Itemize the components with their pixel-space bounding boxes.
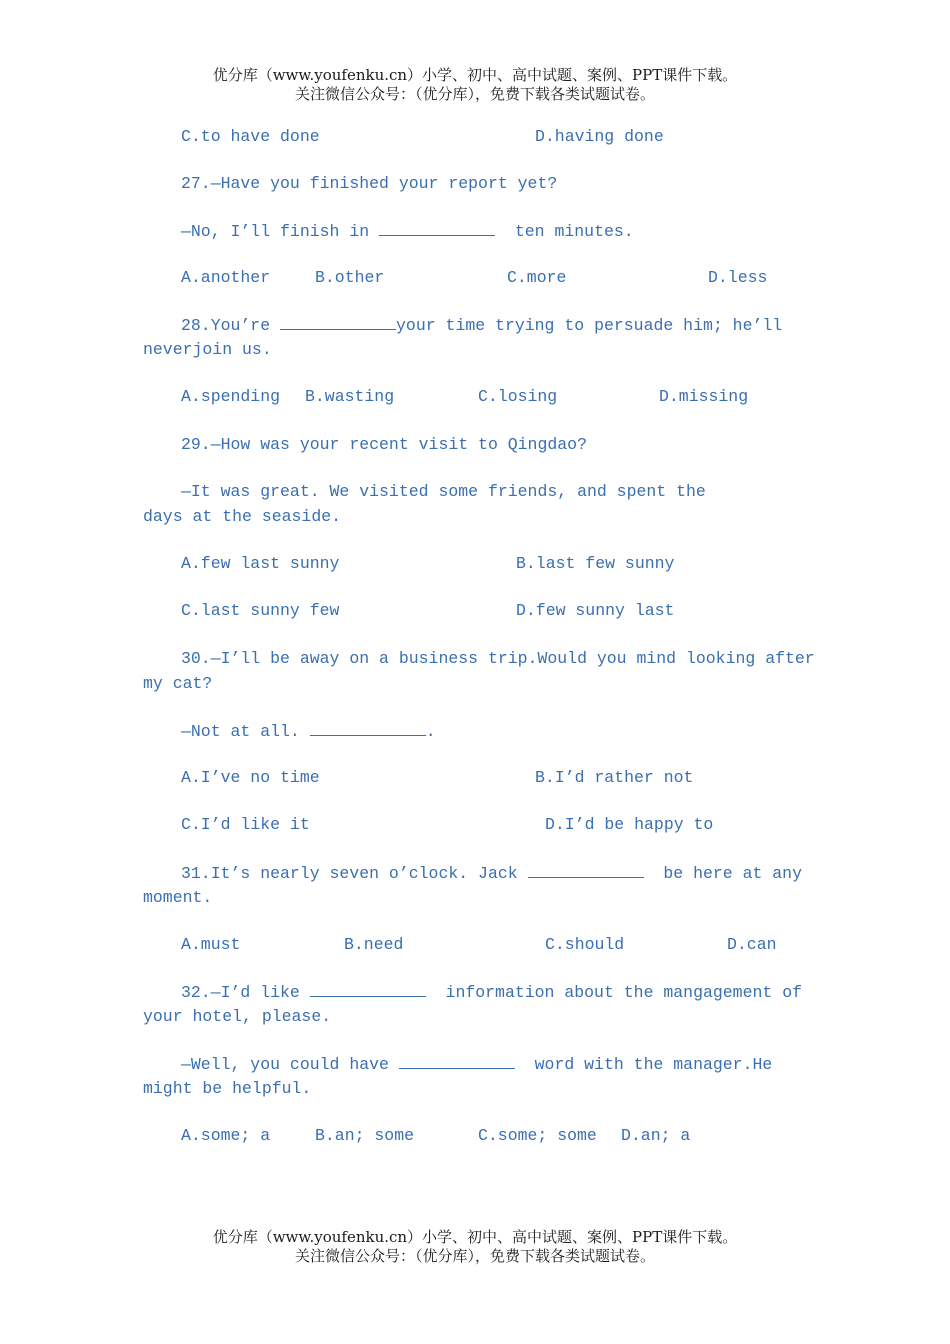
- answer-blank: [310, 981, 426, 997]
- q29-option-d: D.few sunny last: [516, 601, 675, 620]
- q26-option-d: D.having done: [535, 127, 664, 146]
- q29-stem: 29.—How was your recent visit to Qingdao?: [181, 435, 587, 454]
- q27-reply-before: —No, I’ll finish in: [181, 222, 380, 241]
- header-line-1: 优分库（www.youfenku.cn）小学、初中、高中试题、案例、PPT课件下载。: [212, 66, 738, 84]
- q28-stem: [181, 314, 782, 337]
- q31-option-a: A.must: [181, 935, 241, 954]
- page-header: [0, 66, 950, 104]
- q28-option-c: C.losing: [478, 387, 558, 406]
- q29-option-c: C.last sunny few: [181, 601, 340, 620]
- q28-stem-after: your time trying to persuade him; he’ll: [396, 316, 783, 335]
- q32-option-b: B.an; some: [315, 1126, 415, 1145]
- q30-reply: [181, 720, 436, 743]
- q27-option-a: A.another: [181, 268, 271, 287]
- q30-reply-before: —Not at all.: [181, 722, 310, 741]
- answer-blank: [399, 1053, 515, 1069]
- answer-blank: [280, 314, 396, 330]
- q28-option-b: B.wasting: [305, 387, 395, 406]
- q27-reply-after: ten minutes.: [495, 222, 634, 241]
- q27-stem: 27.—Have you finished your report yet?: [181, 174, 558, 193]
- q27-option-b: B.other: [315, 268, 385, 287]
- q27-option-d: D.less: [708, 268, 768, 287]
- q29-option-a: A.few last sunny: [181, 554, 340, 573]
- answer-blank: [528, 862, 644, 878]
- q32-stem-after: information about the mangagement of: [425, 983, 802, 1002]
- q32-reply: [181, 1053, 772, 1076]
- q31-option-b: B.need: [344, 935, 404, 954]
- q30-reply-after: .: [425, 722, 436, 741]
- q30-stem-line-2: my cat?: [143, 674, 213, 693]
- q27-option-c: C.more: [507, 268, 567, 287]
- q30-stem: 30.—I’ll be away on a business trip.Would you mind looking after: [181, 649, 815, 668]
- q32-option-a: A.some; a: [181, 1126, 271, 1145]
- q30-option-a: A.I’ve no time: [181, 768, 320, 787]
- q32-reply-after: word with the manager.He: [514, 1055, 773, 1074]
- q26-option-c: C.to have done: [181, 127, 320, 146]
- q29-reply-line-2: days at the seaside.: [143, 507, 342, 526]
- q32-stem-before: 32.—I’d like: [181, 983, 310, 1002]
- footer-line-1: 优分库（www.youfenku.cn）小学、初中、高中试题、案例、PPT课件下载。: [212, 1228, 738, 1246]
- q31-stem-after: be here at any: [643, 864, 802, 883]
- q28-stem-line-2: neverjoin us.: [143, 340, 272, 359]
- q32-option-c: C.some; some: [478, 1126, 597, 1145]
- q30-option-d: D.I’d be happy to: [545, 815, 714, 834]
- q28-stem-before: 28.You’re: [181, 316, 281, 335]
- q31-stem-line-2: moment.: [143, 888, 213, 907]
- q31-option-d: D.can: [727, 935, 777, 954]
- footer-line-2: 关注微信公众号：（优分库），免费下载各类试题试卷。: [294, 1247, 655, 1265]
- answer-blank: [310, 720, 426, 736]
- q30-option-b: B.I’d rather not: [535, 768, 694, 787]
- q32-stem-line-2: your hotel, please.: [143, 1007, 332, 1026]
- q27-reply: [181, 220, 634, 243]
- answer-blank: [379, 220, 495, 236]
- q32-reply-before: —Well, you could have: [181, 1055, 399, 1074]
- q28-option-a: A.spending: [181, 387, 281, 406]
- q29-option-b: B.last few sunny: [516, 554, 675, 573]
- q31-stem: [181, 862, 802, 885]
- q31-stem-before: 31.It’s nearly seven o’clock. Jack: [181, 864, 528, 883]
- q31-option-c: C.should: [545, 935, 625, 954]
- q32-stem: [181, 981, 802, 1004]
- page-footer: [0, 1228, 950, 1266]
- q30-option-c: C.I’d like it: [181, 815, 310, 834]
- q29-reply: —It was great. We visited some friends, and spent the: [181, 482, 706, 501]
- header-line-2: 关注微信公众号：（优分库），免费下载各类试题试卷。: [294, 85, 655, 103]
- q32-option-d: D.an; a: [621, 1126, 691, 1145]
- q28-option-d: D.missing: [659, 387, 749, 406]
- q32-reply-line-2: might be helpful.: [143, 1079, 312, 1098]
